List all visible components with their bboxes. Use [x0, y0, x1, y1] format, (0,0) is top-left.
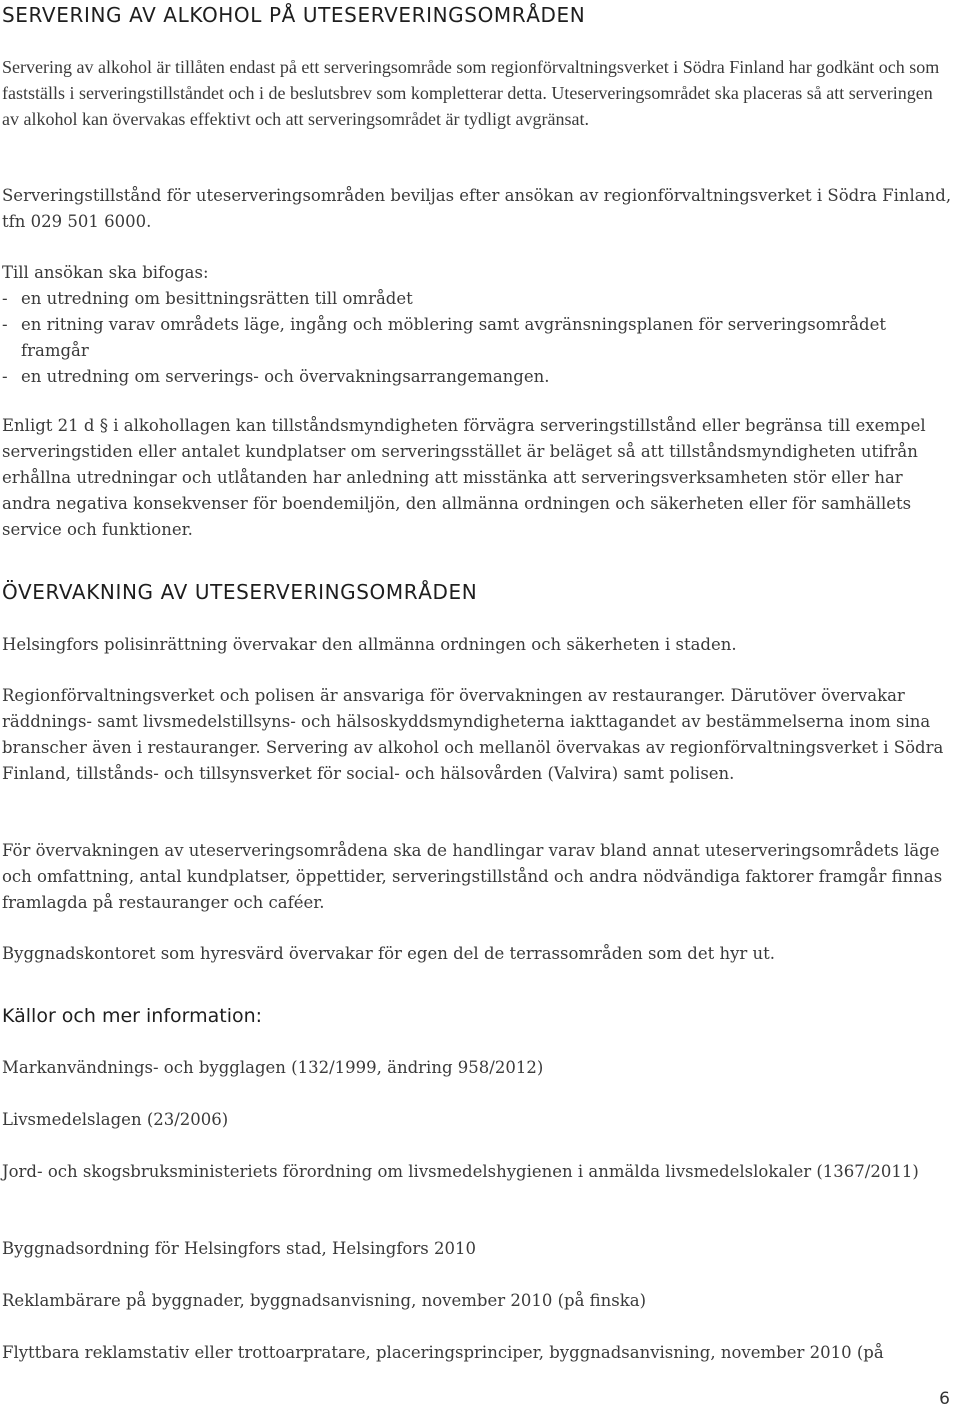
attachments-intro: Till ansökan ska bifogas:	[2, 263, 209, 282]
paragraph-alcohol-law: Enligt 21 d § i alkohollagen kan tillståndsmyndigheten förvägra serveringstillstånd eller begränsa till exempel serveringstiden eller antalet kundplatser om serveringsstället är beläget så att tillståndsmyndigheten utifrån erhållna utredningar och utlåtanden har anledning att misstänka att serveringsverksamheten stör eller har andra negativa konsekvenser för boendemiljön, den allmänna ordningen och säkerheten eller för samhällets service och funktioner.	[2, 416, 926, 539]
list-item: - en ritning varav områdets läge, ingång och möblering samt avgränsningsplanen för serveringsområdet framgår	[2, 312, 954, 364]
source-item: Jord- och skogsbruksministeriets förordning om livsmedelshygienen i anmälda livsmedelslokaler (1367/2011)	[2, 1162, 919, 1181]
source-item: Flyttbara reklamstativ eller trottoarpratare, placeringsprinciper, byggnadsanvisning, november 2010 (på	[2, 1343, 884, 1362]
paragraph-permit-application: Serveringstillstånd för uteserveringsområden beviljas efter ansökan av regionförvaltningsverket i Södra Finland, tfn 029 501 6000.	[2, 186, 952, 231]
paragraph-serving-area: Servering av alkohol är tillåten endast på ett serveringsområde som regionförvaltningsverket i Södra Finland har godkänt och som fastställs i serveringstillståndet och i de beslutsbrev som kompletterar detta. Uteserveringsområdet ska placeras så att serveringen av alkohol kan övervakas effektivt och att serveringsområdet är tydligt avgränsat.	[2, 57, 940, 129]
paragraph-documents: För övervakningen av uteserveringsområdena ska de handlingar varav bland annat uteserveringsområdets läge och omfattning, antal kundplatser, öppettider, serveringstillstånd och andra nödvändiga faktorer framgår finnas framlagda på restauranger och caféer.	[2, 841, 943, 912]
attachments-list-block	[2, 260, 954, 390]
paragraph-building-office: Byggnadskontoret som hyresvärd övervakar för egen del de terrassområden som det hyr ut.	[2, 944, 776, 963]
list-item: - en utredning om serverings- och övervakningsarrangemangen.	[2, 364, 954, 390]
paragraph-police: Helsingfors polisinrättning övervakar den allmänna ordningen och säkerheten i staden.	[2, 635, 737, 654]
page-number: 6	[939, 1389, 950, 1409]
source-item: Markanvändnings- och bygglagen (132/1999, ändring 958/2012)	[2, 1058, 544, 1077]
attachments-list	[2, 286, 954, 390]
list-item: - en utredning om besittningsrätten till området	[2, 286, 954, 312]
source-item: Reklambärare på byggnader, byggnadsanvisning, november 2010 (på finska)	[2, 1291, 647, 1310]
section-heading-alcohol-serving: SERVERING AV ALKOHOL PÅ UTESERVERINGSOMRÅDEN	[2, 3, 586, 27]
section-heading-monitoring: ÖVERVAKNING AV UTESERVERINGSOMRÅDEN	[2, 580, 478, 604]
source-item: Livsmedelslagen (23/2006)	[2, 1110, 229, 1129]
source-item: Byggnadsordning för Helsingfors stad, Helsingfors 2010	[2, 1239, 476, 1258]
sources-heading: Källor och mer information:	[2, 1005, 263, 1027]
paragraph-responsible-authorities: Regionförvaltningsverket och polisen är ansvariga för övervakningen av restauranger. Därutöver övervakar räddnings- samt livsmedelstillsyns- och hälsoskyddsmyndigheterna iakttagandet av bestämmelserna inom sina branscher även i restauranger. Servering av alkohol och mellanöl övervakas av regionförvaltningsverket i Södra Finland, tillstånds- och tillsynsverket för social- och hälsovården (Valvira) samt polisen.	[2, 686, 944, 783]
